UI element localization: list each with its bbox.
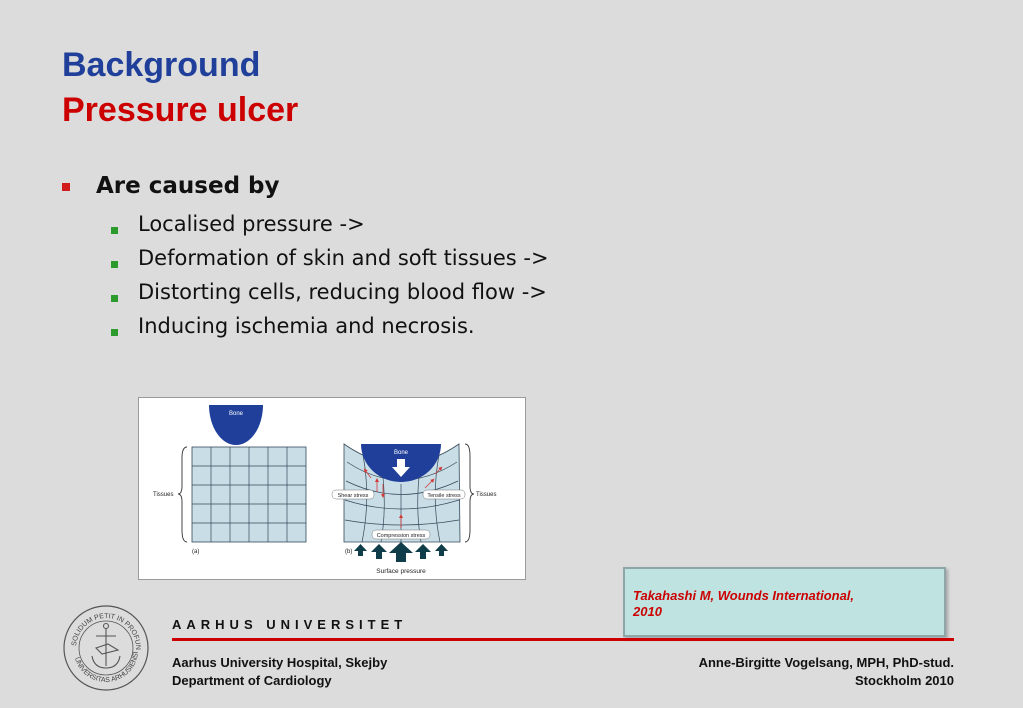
- pressure-diagram-svg: [139, 398, 525, 579]
- footer-divider: [172, 638, 954, 641]
- surface-pressure-label: Surface pressure: [376, 568, 426, 575]
- slide-subtitle: Pressure ulcer: [62, 91, 299, 129]
- anchor-icon: [92, 624, 120, 669]
- bullet-marker-green: [111, 329, 118, 336]
- footer-left: [172, 654, 387, 690]
- footer-department: Department of Cardiology: [172, 673, 332, 688]
- reference-line1: Takahashi M, Wounds International,: [633, 588, 855, 603]
- bullet-sub: Distorting cells, reducing blood flow ->: [138, 280, 547, 304]
- panel-label-b: (b): [345, 549, 353, 555]
- slide-title: Background: [62, 46, 261, 84]
- reference-box: [623, 567, 946, 637]
- bullet-marker-red: [62, 183, 70, 191]
- pressure-arrows: [354, 542, 448, 562]
- bullet-sub: Localised pressure ->: [138, 212, 365, 236]
- bullet-sub: Deformation of skin and soft tissues ->: [138, 246, 549, 270]
- bullet-marker-green: [111, 227, 118, 234]
- university-name: AARHUS UNIVERSITET: [172, 617, 408, 632]
- university-seal-logo: [62, 604, 150, 692]
- footer-hospital: Aarhus University Hospital, Skejby: [172, 655, 388, 670]
- bullet-marker-green: [111, 261, 118, 268]
- tensile-stress-label: Tensile stress: [427, 493, 461, 499]
- reference-text: [633, 588, 923, 620]
- brace-left: [178, 447, 187, 542]
- compression-stress-label: Compression stress: [376, 533, 426, 539]
- footer-author: Anne-Birgitte Vogelsang, MPH, PhD-stud.: [698, 655, 954, 670]
- bone-label-a: Bone: [228, 411, 244, 417]
- seal-text-bottom: UNIVERSITAS ARHUSIENSI: [73, 651, 140, 685]
- tissues-label-left: Tissues: [153, 492, 174, 498]
- footer-right: [699, 654, 954, 690]
- panel-label-a: (a): [192, 549, 200, 555]
- seal-text-top: SOLIDUM PETIT IN PROFUN: [71, 612, 142, 650]
- tissues-label-right: Tissues: [476, 492, 497, 498]
- shear-stress-label: Shear stress: [337, 493, 369, 499]
- pressure-diagram: [138, 397, 526, 580]
- reference-line2: 2010: [633, 604, 662, 619]
- bullet-marker-green: [111, 295, 118, 302]
- footer-location-year: Stockholm 2010: [855, 673, 954, 688]
- bone-label-b: Bone: [393, 450, 409, 456]
- brace-right: [465, 444, 474, 542]
- bullet-main: Are caused by: [96, 173, 280, 199]
- bullet-sub: Inducing ischemia and necrosis.: [138, 314, 475, 338]
